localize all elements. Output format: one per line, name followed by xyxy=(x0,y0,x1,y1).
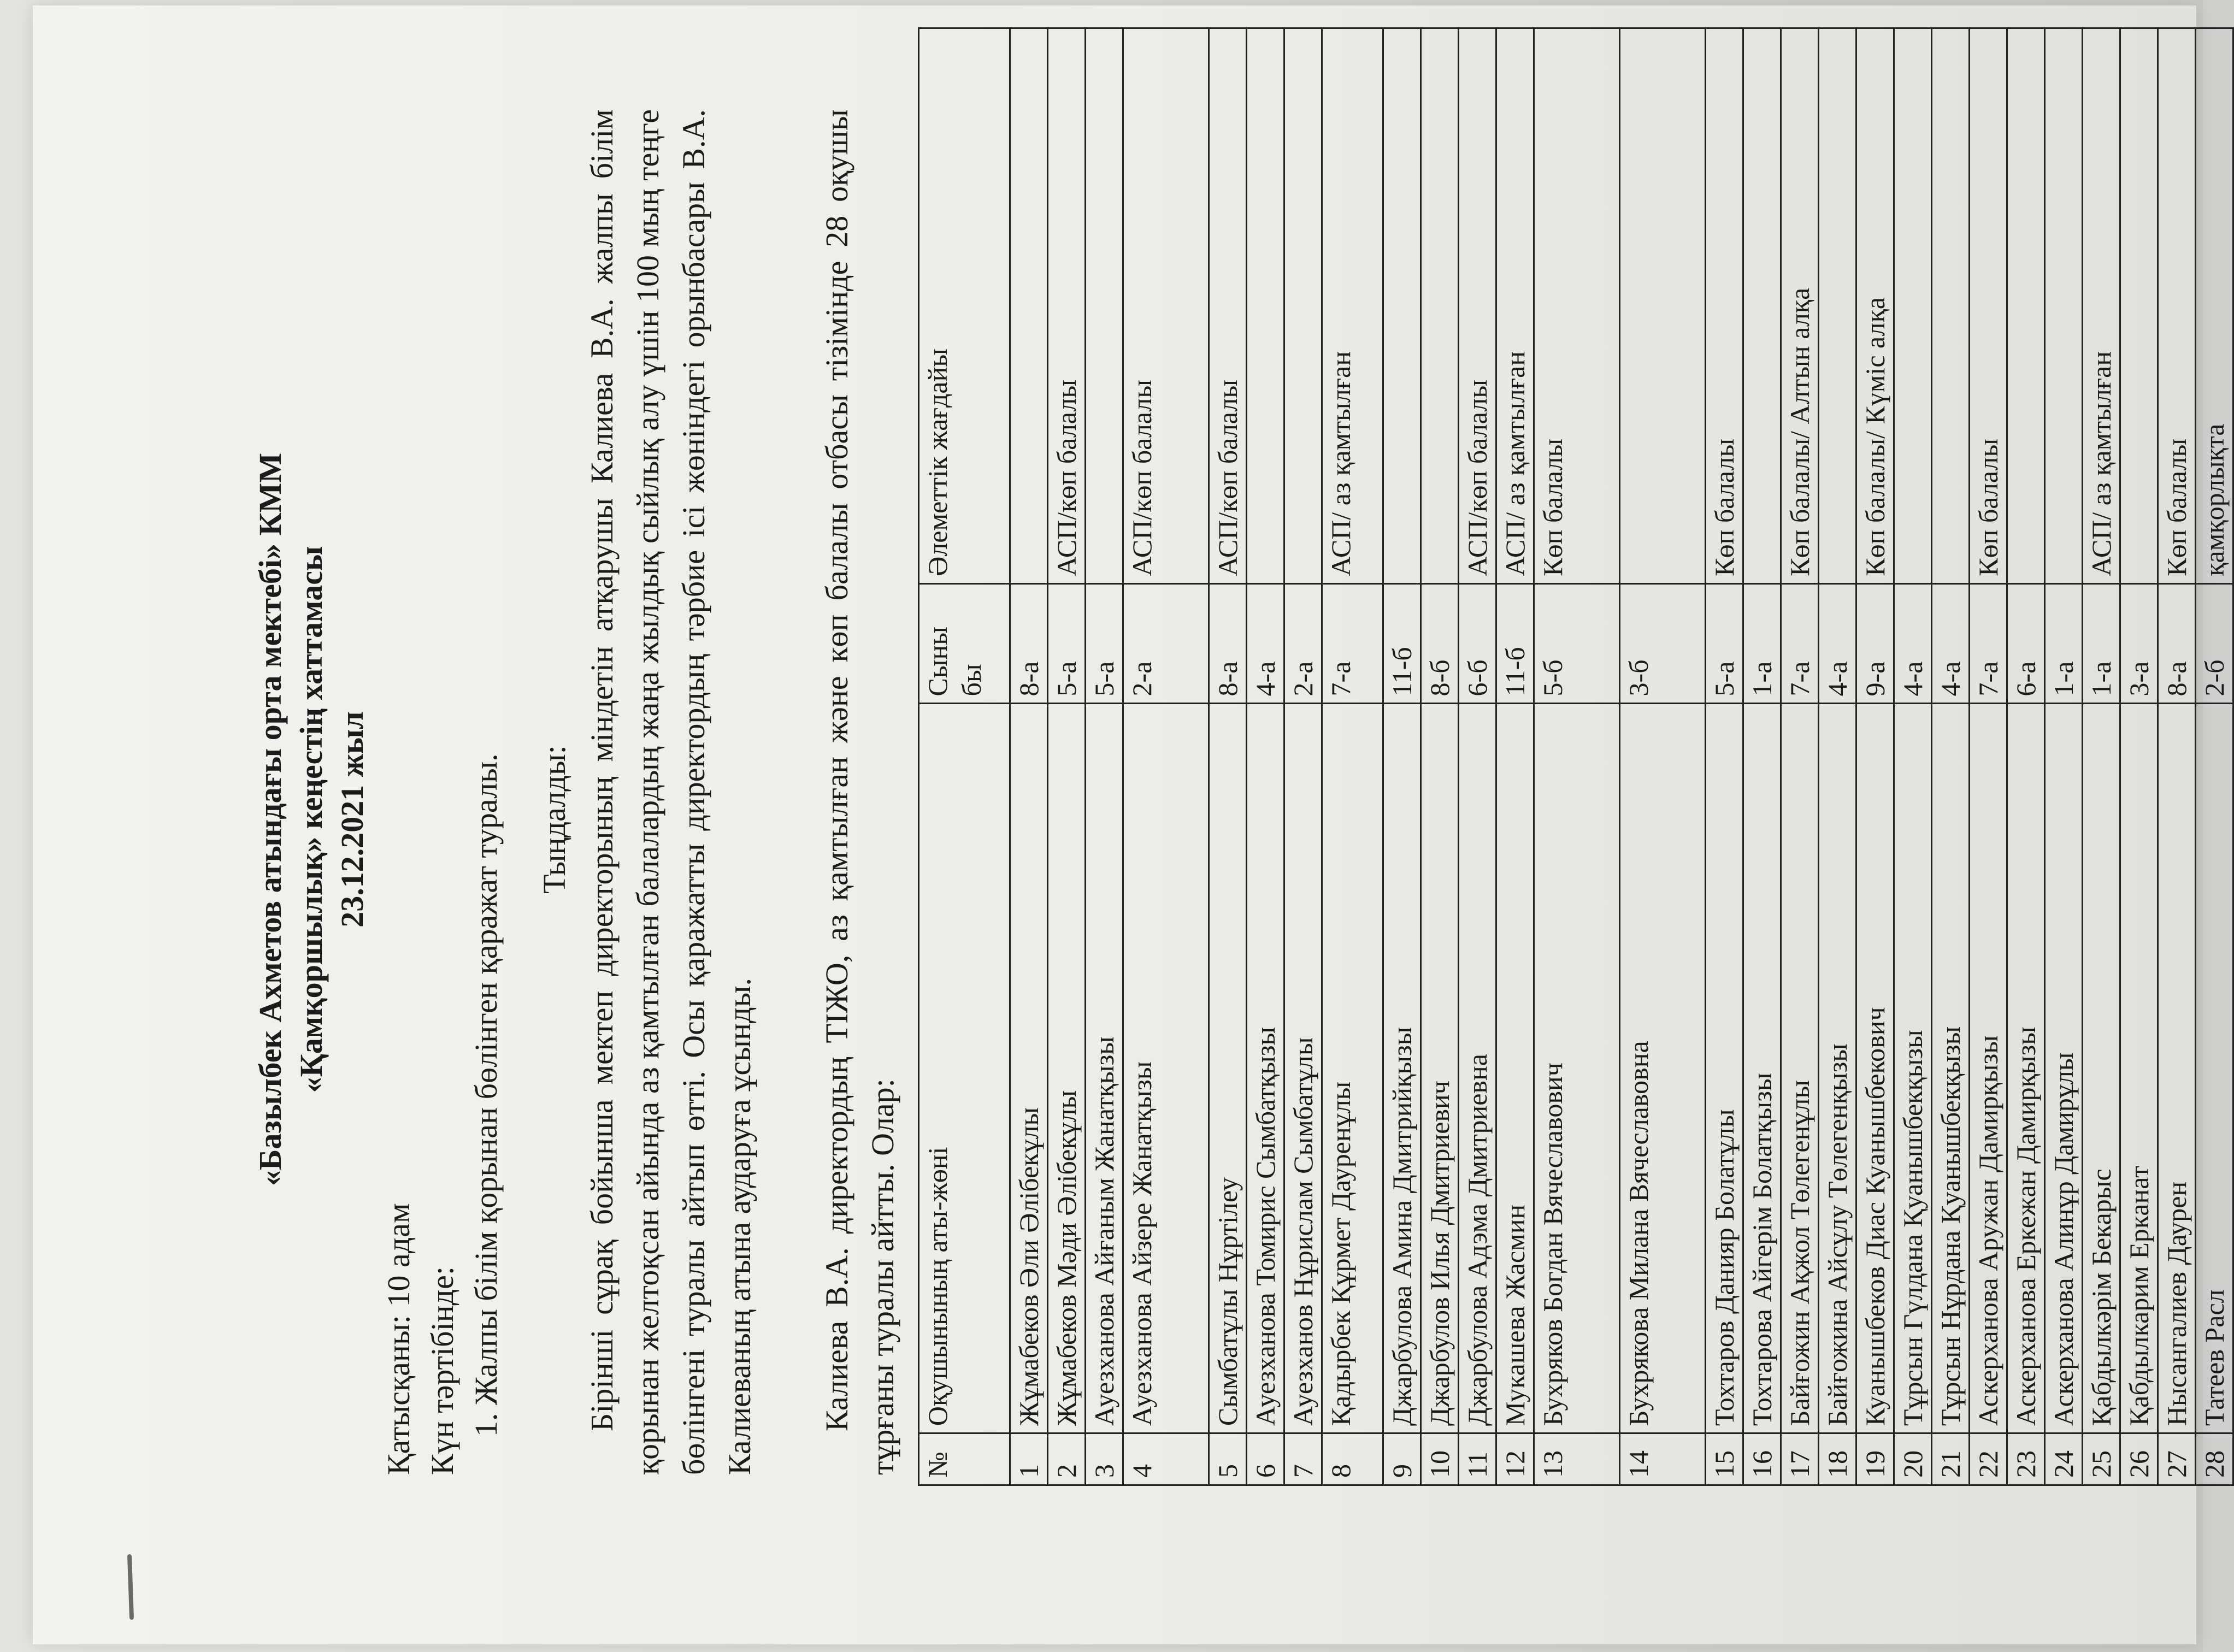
cell-n: 2 xyxy=(1048,1433,1086,1485)
cell-class: 3-б xyxy=(1620,583,1706,704)
table-row xyxy=(1383,28,1421,1485)
cell-status xyxy=(1743,28,1781,584)
cell-class: 7-а xyxy=(1970,583,2007,704)
cell-class: 2-а xyxy=(1123,583,1209,704)
table-row xyxy=(1620,28,1706,1485)
cell-n: 4 xyxy=(1123,1433,1209,1485)
cell-n: 16 xyxy=(1743,1433,1781,1485)
table-row xyxy=(1322,28,1383,1485)
cell-class: 11-б xyxy=(1496,583,1534,704)
table-row xyxy=(2120,28,2158,1485)
cell-n: 13 xyxy=(1534,1433,1620,1485)
cell-status xyxy=(1010,28,1048,584)
cell-class: 1-а xyxy=(2045,583,2083,704)
cell-name: Куанышбеков Диас Куанышбекович xyxy=(1856,704,1894,1433)
cell-name: Тохтаров Данияр Болатұлы xyxy=(1706,704,1743,1433)
cell-class: 4-а xyxy=(1932,583,1970,704)
cell-class: 2-а xyxy=(1284,583,1322,704)
cell-n: 11 xyxy=(1459,1433,1496,1485)
cell-name: Тұрсын Гүлдана Қуанышбекқызы xyxy=(1894,704,1932,1433)
table-row xyxy=(1010,28,1048,1485)
cell-class: 8-а xyxy=(2158,583,2196,704)
cell-status xyxy=(1620,28,1706,584)
cell-name: Бухрякова Милана Вячеславовна xyxy=(1620,704,1706,1433)
cell-status xyxy=(1284,28,1322,584)
cell-name: Джарбулов Илья Дмитриевич xyxy=(1421,704,1459,1433)
cell-name: Мукашева Жасмин xyxy=(1496,704,1534,1433)
cell-status xyxy=(1421,28,1459,584)
table-row xyxy=(1209,28,1247,1485)
cell-name: Бухряков Богдан Вячеславович xyxy=(1534,704,1620,1433)
cell-class: 8-а xyxy=(1209,583,1247,704)
cell-status: Көп балалы xyxy=(1534,28,1620,584)
table-row xyxy=(1743,28,1781,1485)
cell-name: Джарбулова Адэма Дмитриевна xyxy=(1459,704,1496,1433)
table-row xyxy=(2007,28,2045,1485)
cell-class: 4-а xyxy=(1247,583,1284,704)
cell-class: 6-б xyxy=(1459,583,1496,704)
table-row xyxy=(1970,28,2007,1485)
cell-name: Байғожина Айсұлу Төлегенқызы xyxy=(1819,704,1856,1433)
cell-name: Ауезханова Томирис Сымбатқызы xyxy=(1247,704,1284,1433)
cell-n: 19 xyxy=(1856,1433,1894,1485)
cell-class: 9-а xyxy=(1856,583,1894,704)
table-row xyxy=(1421,28,1459,1485)
cell-class: 7-а xyxy=(1322,583,1383,704)
cell-status xyxy=(1383,28,1421,584)
agenda-item: 1. Жалпы білім қорынан бөлінген қаражат туралы. xyxy=(468,753,504,1437)
cell-n: 21 xyxy=(1932,1433,1970,1485)
cell-n: 27 xyxy=(2158,1433,2196,1485)
table-row xyxy=(2158,28,2196,1485)
document-title: «Базылбек Ахметов атындағы орта мектебі» КММ xyxy=(252,453,288,1187)
cell-status: АСП/көп балалы xyxy=(1209,28,1247,584)
table-row xyxy=(1819,28,1856,1485)
cell-name: Аскерханова Алинұр Дамирұлы xyxy=(2045,704,2083,1433)
cell-name: Қабдылкарим Ерканат xyxy=(2120,704,2158,1433)
document-date: 23.12.2021 жыл xyxy=(334,711,370,928)
header-class: Сыны бы xyxy=(919,583,1010,704)
cell-status: АСП/ аз қамтылған xyxy=(1496,28,1534,584)
cell-name: Сымбатұлы Нұртілеу xyxy=(1209,704,1247,1433)
cell-class: 3-а xyxy=(2120,583,2158,704)
cell-class: 11-б xyxy=(1383,583,1421,704)
table-row xyxy=(1932,28,1970,1485)
cell-status xyxy=(1894,28,1932,584)
cell-status: Көп балалы xyxy=(1970,28,2007,584)
table-row xyxy=(1856,28,1894,1485)
cell-name: Татеев Расл xyxy=(2196,704,2233,1433)
attendees-line: Қатысқаны: 10 адам xyxy=(381,1203,416,1475)
table-row xyxy=(1781,28,1819,1485)
document-subtitle: «Қамқоршылық» кеңестің хаттамасы xyxy=(293,546,329,1093)
cell-n: 20 xyxy=(1894,1433,1932,1485)
table-row xyxy=(2083,28,2120,1485)
cell-status: Көп балалы xyxy=(1706,28,1743,584)
cell-status: АСП/ аз қамтылған xyxy=(1322,28,1383,584)
table-row xyxy=(1247,28,1284,1485)
paragraph-first-question: Бірінші сұрақ бойынша мектеп директорының міндетін атқарушы Калиева В.А. жалпы білім қорынан желтоқсан айында аз қамтылған балалардың жаңа жылдық сыйлық алу үшін 100 мың теңге бөлінгені туралы айтып өтті. Осы қаражатты директордың тәрбие ісі жөніндегі орынбасары В.А. Калиеваның атына аударуға ұсынды. xyxy=(584,109,757,1475)
cell-n: 24 xyxy=(2045,1433,2083,1485)
cell-status xyxy=(1086,28,1123,584)
cell-n: 8 xyxy=(1322,1433,1383,1485)
cell-n: 5 xyxy=(1209,1433,1247,1485)
heard-label: Тыңдалды: xyxy=(537,745,572,894)
cell-name: Аскерханова Аружан Дамирқызы xyxy=(1970,704,2007,1433)
cell-class: 8-б xyxy=(1421,583,1459,704)
table-header-row xyxy=(919,28,1010,1485)
table-row xyxy=(1459,28,1496,1485)
table-row xyxy=(1086,28,1123,1485)
cell-n: 3 xyxy=(1086,1433,1123,1485)
table-row xyxy=(1534,28,1620,1485)
header-status: Әлеметтік жағдайы xyxy=(919,28,1010,584)
cell-status: қамқорлықта xyxy=(2196,28,2233,584)
cell-name: Жұмабеков Әли Әлібекұлы xyxy=(1010,704,1048,1433)
cell-status xyxy=(2007,28,2045,584)
cell-name: Ауезханова Айзере Жанатқызы xyxy=(1123,704,1209,1433)
cell-n: 26 xyxy=(2120,1433,2158,1485)
cell-status: АСП/көп балалы xyxy=(1048,28,1086,584)
cell-n: 14 xyxy=(1620,1433,1706,1485)
cell-name: Аскерханова Еркежан Дамирқызы xyxy=(2007,704,2045,1433)
agenda-label: Күн тәртібінде: xyxy=(425,1266,460,1475)
cell-class: 4-а xyxy=(1894,583,1932,704)
cell-class: 4-а xyxy=(1819,583,1856,704)
cell-status xyxy=(2045,28,2083,584)
cell-class: 6-а xyxy=(2007,583,2045,704)
cell-name: Қабдылкәрім Бекарыс xyxy=(2083,704,2120,1433)
document-page xyxy=(180,27,2230,1612)
cell-n: 22 xyxy=(1970,1433,2007,1485)
header-name: Оқушынының аты-жөні xyxy=(919,704,1010,1433)
cell-name: Ауезханова Айғаным Жанатқызы xyxy=(1086,704,1123,1433)
cell-status: АСП/көп балалы xyxy=(1459,28,1496,584)
cell-n: 17 xyxy=(1781,1433,1819,1485)
table-row xyxy=(2196,28,2233,1485)
cell-status: Көп балалы xyxy=(2158,28,2196,584)
cell-name: Джарбулова Амина Дмитрийқызы xyxy=(1383,704,1421,1433)
cell-name: Нысангалиев Даурен xyxy=(2158,704,2196,1433)
cell-n: 18 xyxy=(1819,1433,1856,1485)
cell-class: 8-а xyxy=(1010,583,1048,704)
cell-name: Байғожин Ақжол Төлегенұлы xyxy=(1781,704,1819,1433)
table-row xyxy=(2045,28,2083,1485)
table-body xyxy=(1010,28,2233,1485)
cell-status xyxy=(1819,28,1856,584)
students-table xyxy=(918,27,2234,1486)
cell-n: 28 xyxy=(2196,1433,2233,1485)
cell-name: Тохтарова Айгерім Болатқызы xyxy=(1743,704,1781,1433)
cell-status: АСП/ аз қамтылған xyxy=(2083,28,2120,584)
cell-n: 23 xyxy=(2007,1433,2045,1485)
cell-class: 5-б xyxy=(1534,583,1620,704)
cell-n: 15 xyxy=(1706,1433,1743,1485)
cell-class: 1-а xyxy=(1743,583,1781,704)
cell-n: 1 xyxy=(1010,1433,1048,1485)
cell-status: Көп балалы/ Алтын алқа xyxy=(1781,28,1819,584)
cell-class: 5-а xyxy=(1086,583,1123,704)
cell-n: 10 xyxy=(1421,1433,1459,1485)
cell-status: АСП/көп балалы xyxy=(1123,28,1209,584)
cell-name: Ауезханов Нұрислам Сымбатұлы xyxy=(1284,704,1322,1433)
cell-name: Тұрсын Нұрдана Қуанышбекқызы xyxy=(1932,704,1970,1433)
table-row xyxy=(1496,28,1534,1485)
cell-class: 5-а xyxy=(1706,583,1743,704)
cell-status xyxy=(1247,28,1284,584)
cell-class: 2-б xyxy=(2196,583,2233,704)
cell-n: 25 xyxy=(2083,1433,2120,1485)
table-row xyxy=(1123,28,1209,1485)
cell-class: 7-а xyxy=(1781,583,1819,704)
cell-n: 9 xyxy=(1383,1433,1421,1485)
cell-n: 6 xyxy=(1247,1433,1284,1485)
cell-status: Көп балалы/ Күміс алқа xyxy=(1856,28,1894,584)
table-row xyxy=(1894,28,1932,1485)
cell-class: 1-а xyxy=(2083,583,2120,704)
cell-name: Жұмабеков Мәди Әлібекұлы xyxy=(1048,704,1086,1433)
cell-status xyxy=(2120,28,2158,584)
header-number: № xyxy=(919,1433,1010,1485)
cell-n: 12 xyxy=(1496,1433,1534,1485)
table-row xyxy=(1706,28,1743,1485)
paragraph-student-list-intro: Калиева В.А. директордың ТІЖО, аз қамтылған және көп балалы отбасы тізімінде 28 оқушы тұрғаны туралы айтты. Олар: xyxy=(819,109,900,1475)
cell-status xyxy=(1932,28,1970,584)
table-row xyxy=(1048,28,1086,1485)
cell-name: Қадырбек Құрмет Дауренұлы xyxy=(1322,704,1383,1433)
table-row xyxy=(1284,28,1322,1485)
cell-n: 7 xyxy=(1284,1433,1322,1485)
cell-class: 5-а xyxy=(1048,583,1086,704)
